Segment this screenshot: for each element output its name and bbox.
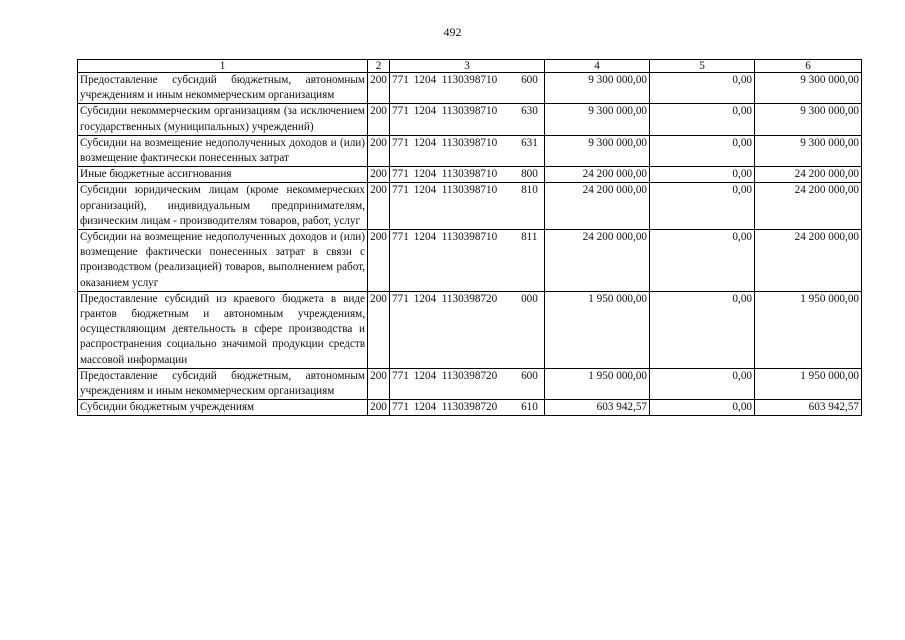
row-col6: 9 300 000,00 (755, 73, 862, 104)
code-section: 1204 (413, 292, 437, 305)
code-type: 810 (521, 184, 538, 197)
row-code (390, 104, 545, 135)
row-name: Предоставление субсидий из краевого бюджета в виде грантов бюджетным и автономным учреждениям, осуществляющим деятельность в сфере производства и распространения социально значимой продукции средств массовой информации (78, 291, 368, 368)
code-target: 1130398710 (441, 184, 498, 197)
row-code (390, 135, 545, 166)
row-col5: 0,00 (650, 230, 755, 292)
page-number: 492 (443, 25, 462, 39)
header-row (78, 60, 862, 73)
code-target: 1130398710 (441, 231, 498, 244)
column-header-1: 1 (78, 60, 368, 73)
code-target: 1130398710 (441, 105, 498, 118)
row-col2: 200 (368, 167, 390, 183)
row-col5: 0,00 (650, 135, 755, 166)
row-col6: 9 300 000,00 (755, 135, 862, 166)
row-col6: 603 942,57 (755, 400, 862, 416)
row-code (390, 183, 545, 230)
table-row (78, 368, 862, 399)
row-col5: 0,00 (650, 368, 755, 399)
row-col5: 0,00 (650, 291, 755, 368)
code-type: 610 (521, 401, 538, 414)
row-col5: 0,00 (650, 73, 755, 104)
row-col4: 9 300 000,00 (545, 104, 650, 135)
row-col5: 0,00 (650, 104, 755, 135)
code-section: 1204 (413, 105, 437, 118)
code-ministry: 771 (392, 74, 409, 86)
row-col2: 200 (368, 73, 390, 104)
row-col4: 24 200 000,00 (545, 167, 650, 183)
table-row (78, 167, 862, 183)
row-col6: 1 950 000,00 (755, 291, 862, 368)
code-target: 1130398710 (441, 74, 498, 86)
table-row (78, 230, 862, 292)
row-name: Субсидии на возмещение недополученных доходов и (или) возмещение фактически понесенных затрат (78, 135, 368, 166)
code-type: 631 (521, 136, 538, 149)
table-row (78, 400, 862, 416)
row-name: Предоставление субсидий бюджетным, автономным учреждениям и иным некоммерческим организациям (78, 73, 368, 104)
row-col5: 0,00 (650, 400, 755, 416)
row-name: Иные бюджетные ассигнования (78, 167, 368, 183)
column-header-5: 5 (650, 60, 755, 73)
code-section: 1204 (413, 369, 437, 382)
table-row (78, 104, 862, 135)
row-name: Субсидии юридическим лицам (кроме некоммерческих организаций), индивидуальным предпринимателям, физическим лицам - производителям товаров, работ, услуг (78, 183, 368, 230)
table-row (78, 73, 862, 104)
code-target: 1130398720 (441, 292, 498, 305)
row-col4: 24 200 000,00 (545, 183, 650, 230)
row-col6: 24 200 000,00 (755, 167, 862, 183)
row-code (390, 368, 545, 399)
code-type: 000 (521, 292, 538, 305)
row-code (390, 291, 545, 368)
table-row (78, 135, 862, 166)
row-col2: 200 (368, 135, 390, 166)
code-type: 811 (521, 231, 538, 244)
code-target: 1130398710 (441, 168, 498, 181)
code-target: 1130398710 (441, 136, 498, 149)
row-col2: 200 (368, 183, 390, 230)
code-target: 1130398720 (441, 401, 498, 414)
column-header-4: 4 (545, 60, 650, 73)
code-section: 1204 (413, 401, 437, 414)
row-code (390, 167, 545, 183)
table-row (78, 291, 862, 368)
row-col4: 24 200 000,00 (545, 230, 650, 292)
row-col6: 9 300 000,00 (755, 104, 862, 135)
row-col2: 200 (368, 230, 390, 292)
code-ministry: 771 (392, 292, 409, 305)
row-col2: 200 (368, 291, 390, 368)
row-name: Субсидии на возмещение недополученных доходов и (или) возмещение фактически понесенных затрат в связи с производством (реализацией) товаров, выполнением работ, оказанием услуг (78, 230, 368, 292)
code-ministry: 771 (392, 369, 409, 382)
row-name: Субсидии некоммерческим организациям (за исключением государственных (муниципальных) учреждений) (78, 104, 368, 135)
row-name: Предоставление субсидий бюджетным, автономным учреждениям и иным некоммерческим организациям (78, 368, 368, 399)
row-col4: 1 950 000,00 (545, 291, 650, 368)
code-section: 1204 (413, 184, 437, 197)
row-col4: 1 950 000,00 (545, 368, 650, 399)
row-col6: 24 200 000,00 (755, 230, 862, 292)
row-col5: 0,00 (650, 183, 755, 230)
code-section: 1204 (413, 231, 437, 244)
code-target: 1130398720 (441, 369, 498, 382)
code-ministry: 771 (392, 184, 409, 197)
row-col5: 0,00 (650, 167, 755, 183)
column-header-2: 2 (368, 60, 390, 73)
code-ministry: 771 (392, 401, 409, 414)
row-code (390, 400, 545, 416)
row-col6: 24 200 000,00 (755, 183, 862, 230)
code-ministry: 771 (392, 231, 409, 244)
budget-table (77, 59, 862, 416)
table-row (78, 183, 862, 230)
code-ministry: 771 (392, 136, 409, 149)
row-col2: 200 (368, 104, 390, 135)
row-col4: 9 300 000,00 (545, 73, 650, 104)
column-header-6: 6 (755, 60, 862, 73)
code-type: 800 (521, 168, 538, 181)
code-section: 1204 (413, 168, 437, 181)
row-code (390, 73, 545, 104)
code-ministry: 771 (392, 168, 409, 181)
row-code (390, 230, 545, 292)
code-ministry: 771 (392, 105, 409, 118)
column-header-3: 3 (390, 60, 545, 73)
row-name: Субсидии бюджетным учреждениям (78, 400, 368, 416)
row-col2: 200 (368, 368, 390, 399)
code-type: 600 (521, 369, 538, 382)
code-section: 1204 (413, 74, 437, 86)
code-type: 630 (521, 105, 538, 118)
code-section: 1204 (413, 136, 437, 149)
row-col6: 1 950 000,00 (755, 368, 862, 399)
row-col4: 9 300 000,00 (545, 135, 650, 166)
row-col2: 200 (368, 400, 390, 416)
row-col4: 603 942,57 (545, 400, 650, 416)
code-type: 600 (521, 74, 538, 86)
